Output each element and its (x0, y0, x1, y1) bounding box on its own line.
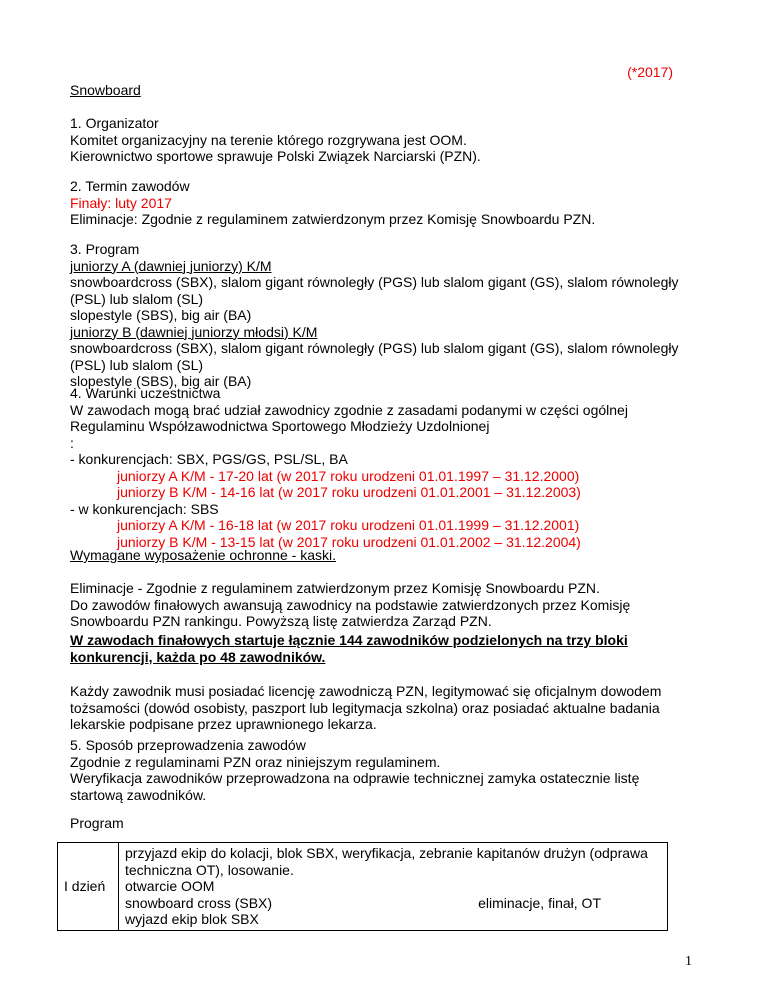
doc-title: Snowboard (70, 82, 141, 98)
text-line: Eliminacje: Zgodnie z regulaminem zatwierdzonym przez Komisję Snowboardu PZN. (70, 211, 596, 227)
day-description (119, 843, 668, 931)
page-number: 1 (685, 954, 692, 969)
text-line: techniczna OT), losowanie. (125, 861, 294, 878)
section-program (70, 241, 710, 390)
sbx-row (125, 895, 661, 912)
text-line: Każdy zawodnik musi posiadać licencję zawodniczą PZN, legitymować się oficjalnym dowodem (70, 683, 662, 699)
text-line: Do zawodów finałowych awansują zawodnicy na podstawie zatwierdzonych przez Komisję (70, 596, 631, 613)
section-heading: 3. Program (70, 241, 140, 257)
year-note: (*2017) (627, 64, 673, 80)
text-line: - konkurencjach: SBX, PGS/GS, PSL/SL, BA (70, 451, 348, 467)
section-dates (70, 178, 710, 228)
section-heading: 5. Sposób przeprowadzenia zawodów (70, 737, 306, 753)
section-organizer (70, 115, 710, 165)
event-name: snowboard cross (SBX) (125, 894, 273, 911)
text-line: Regulaminu Współzawodnictwa Sportowego Młodzieży Uzdolnionej (70, 418, 490, 434)
section-heading: 1. Organizator (70, 115, 159, 131)
text-line: slopestyle (SBS), big air (BA) (70, 373, 252, 389)
section-heading: 2. Termin zawodów (70, 178, 190, 194)
equipment-note: Wymagane wyposażenie ochronne - kaski. (70, 547, 337, 563)
age-rule: juniorzy B K/M - 13-15 lat (w 2017 roku urodzeni 01.01.2002 – 31.12.2004) (117, 533, 581, 550)
text-line: lekarskie podpisane przez uprawnionego lekarza. (70, 716, 377, 732)
section-procedure (70, 737, 710, 803)
event-stages: eliminacje, finał, OT (478, 894, 601, 911)
text-line: startową zawodników. (70, 786, 207, 803)
text-line: Zgodnie z regulaminami PZN oraz niniejszym regulaminem. (70, 753, 441, 770)
text-line: (PSL) lub slalom (SL) (70, 356, 204, 373)
age-rule: juniorzy A K/M - 16-18 lat (w 2017 roku urodzeni 01.01.1999 – 31.12.2001) (117, 517, 580, 533)
text-line: W zawodach finałowych startuje łącznie 144 zawodników podzielonych na trzy bloki (70, 632, 628, 648)
text-line: konkurencji, każda po 48 zawodników. (70, 648, 326, 665)
finals-participants-note (70, 632, 710, 665)
text-line: Eliminacje - Zgodnie z regulaminem zatwierdzonym przez Komisję Snowboardu PZN. (70, 580, 600, 596)
text-line: W zawodach mogą brać udział zawodnicy zgodnie z zasadami podanymi w części ogólnej (70, 401, 628, 418)
text-line: snowboardcross (SBX), slalom gigant równoległy (PGS) lub slalom gigant (GS), slalom równoległy (70, 274, 679, 290)
section-conditions (70, 385, 710, 550)
eliminations-paragraph (70, 580, 710, 630)
license-paragraph (70, 683, 710, 733)
category-a-title: juniorzy A (dawniej juniorzy) K/M (70, 257, 272, 274)
text-line: wyjazd ekip blok SBX (125, 911, 259, 927)
finals-date: Finały: luty 2017 (70, 194, 172, 211)
schedule-table (57, 842, 668, 931)
day-cell: I dzień (58, 843, 119, 931)
text-line: Weryfikacja zawodników przeprowadzona na odprawie technicznej zamyka ostatecznie listę (70, 770, 640, 786)
age-rule: juniorzy A K/M - 17-20 lat (w 2017 roku urodzeni 01.01.1997 – 31.12.2000) (117, 467, 580, 484)
program-label: Program (70, 815, 124, 831)
text-line: przyjazd ekip do kolacji, blok SBX, weryfikacja, zebranie kapitanów drużyn (odprawa (125, 845, 648, 861)
text-line: : (70, 434, 74, 451)
text-line: Komitet organizacyjny na terenie którego rozgrywana jest OOM. (70, 131, 467, 148)
table-row (58, 843, 668, 931)
text-line: tożsamości (dowód osobisty, paszport lub legitymacja szkolna) oraz posiadać aktualne badania (70, 699, 660, 716)
text-line: slopestyle (SBS), big air (BA) (70, 307, 252, 323)
text-line: (PSL) lub slalom (SL) (70, 290, 204, 307)
text-line: Snowboardu PZN rankingu. Powyższą listę zatwierdza Zarząd PZN. (70, 613, 492, 629)
text-line: otwarcie OOM (125, 878, 215, 894)
category-b-title: juniorzy B (dawniej juniorzy młodsi) K/M (70, 323, 318, 340)
section-heading: 4. Warunki uczestnictwa (70, 385, 221, 401)
age-rule: juniorzy B K/M - 14-16 lat (w 2017 roku urodzeni 01.01.2001 – 31.12.2003) (117, 484, 581, 500)
text-line: snowboardcross (SBX), slalom gigant równoległy (PGS) lub slalom gigant (GS), slalom równoległy (70, 340, 679, 356)
text-line: Kierownictwo sportowe sprawuje Polski Związek Narciarski (PZN). (70, 148, 481, 164)
text-line: - w konkurencjach: SBS (70, 500, 219, 517)
